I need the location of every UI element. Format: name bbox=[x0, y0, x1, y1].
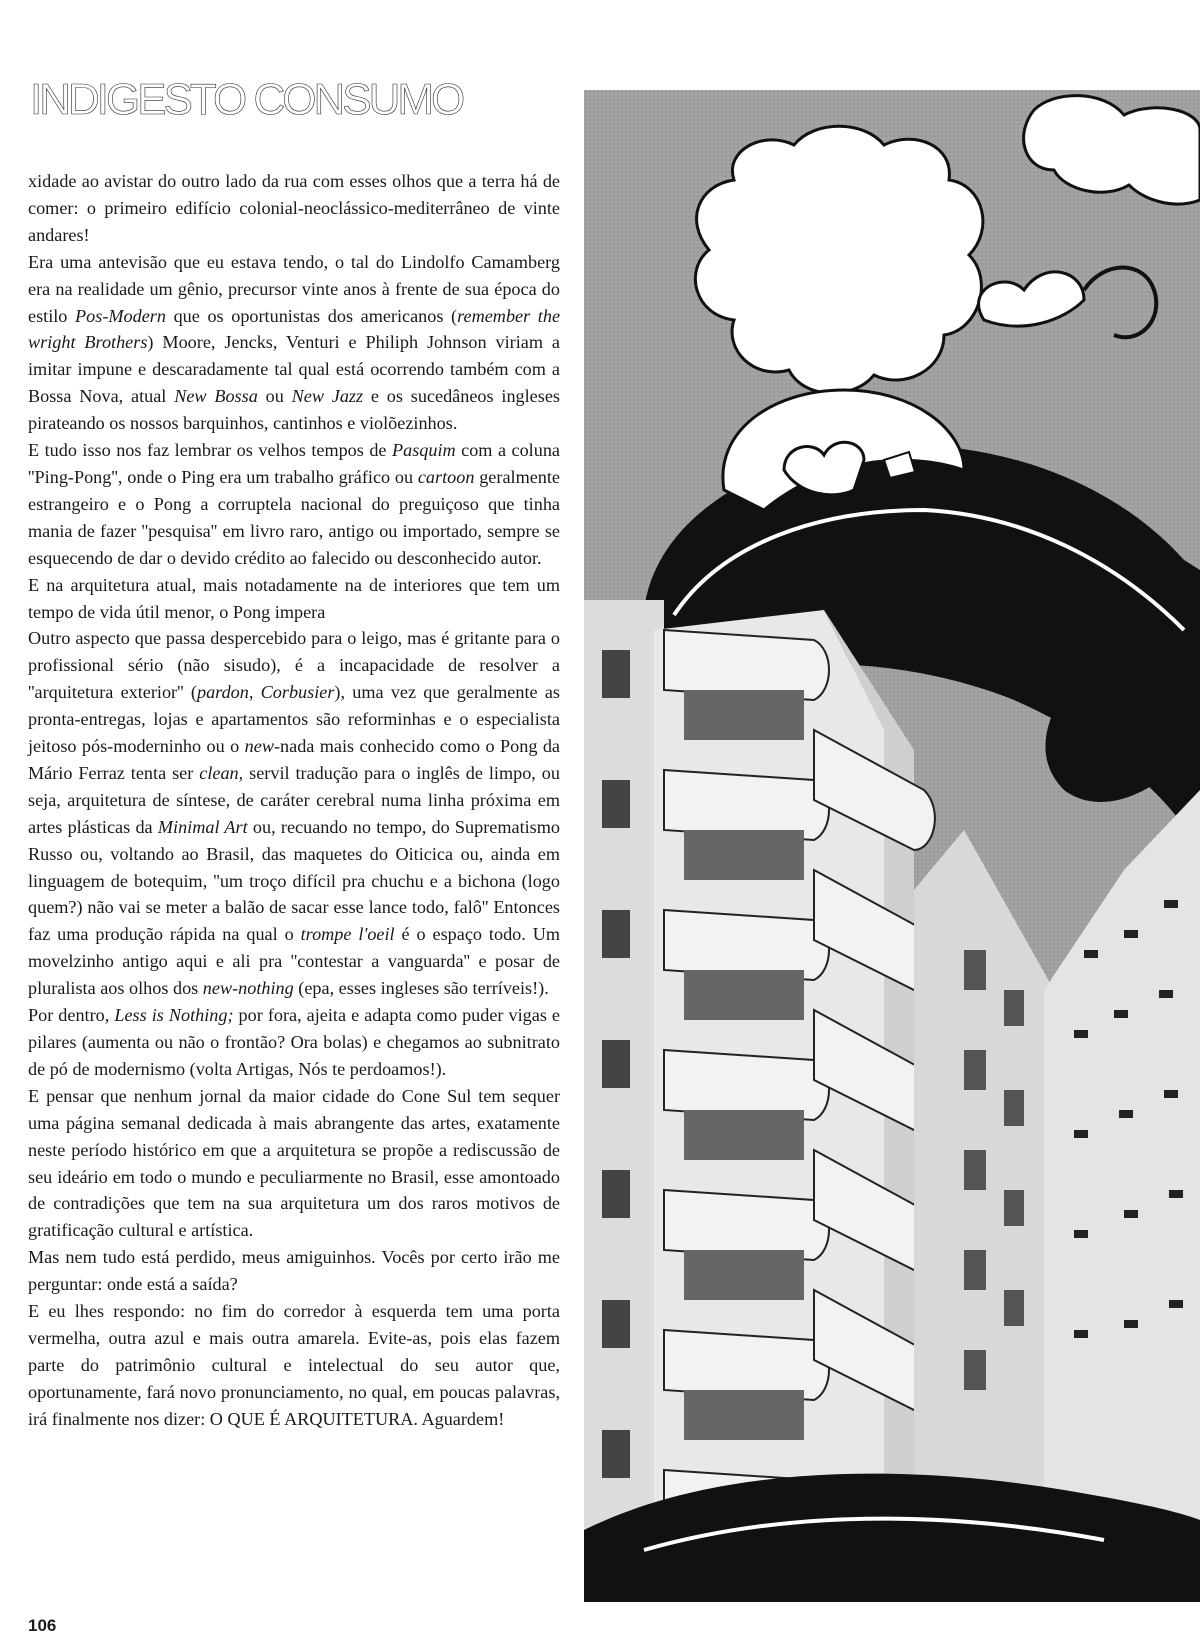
text-run: E na arquitetura atual, mais notadamente na de interiores que tem um tempo de vida útil menor, o Pong impera bbox=[28, 574, 560, 622]
article-paragraph bbox=[28, 249, 560, 437]
text-run: E pensar que nenhum jornal da maior cidade do Cone Sul tem sequer uma página semanal dedicada à mais abrangente das artes, exatamente neste período histórico em que a arquitetura se propõe a rediscussão de seu ideário em todo o mundo e peculiarmente no Brasil, esse amontoado de contradições que tem na sua arquitetura um dos raros motivos de gratificação cultural e artística. bbox=[28, 1085, 560, 1241]
text-run: por fora, ajeita e adapta como puder vigas e pilares (aumenta ou não o frontão? Ora bolas) e chegamos ao subnitrato de pó de modernismo (volta Artigas, Nós te perdoamos!). bbox=[28, 1005, 560, 1079]
italic-text: Minimal Art bbox=[157, 816, 248, 837]
article-paragraph bbox=[28, 1244, 560, 1298]
section-title: INDIGESTO CONSUMO bbox=[30, 75, 463, 124]
article-paragraph bbox=[28, 437, 560, 572]
article-paragraph bbox=[28, 1002, 560, 1083]
italic-text: New Jazz bbox=[291, 386, 364, 407]
text-run: ou, recuando no tempo, do Suprematismo Russo ou, voltando ao Brasil, das maquetes do Oiticica ou, ainda em linguagem de botequim, ''um troço difícil pra chuchu e a bichona (logo quem?) não vai se meter a balão de sacar esse lance todo, falô'' Entonces faz uma produção rápida na qual o bbox=[28, 816, 561, 945]
italic-text: new-nothing bbox=[202, 978, 294, 999]
text-run: (epa, esses ingleses são terríveis!). bbox=[293, 978, 549, 999]
text-run: com a coluna ''Ping-Pong'', onde o Ping era um trabalho gráfico ou bbox=[28, 440, 560, 487]
italic-text: New Bossa bbox=[174, 386, 258, 407]
italic-text: trompe l'oeil bbox=[300, 924, 395, 945]
article-paragraph bbox=[28, 1298, 560, 1433]
text-run: Por dentro, bbox=[28, 1005, 115, 1026]
text-run: Mas nem tudo está perdido, meus amiguinhos. Vocês por certo irão me perguntar: onde está a saída? bbox=[28, 1247, 560, 1295]
page-number: 106 bbox=[28, 1616, 57, 1635]
text-run: ou bbox=[257, 386, 292, 407]
text-run: xidade ao avistar do outro lado da rua com esses olhos que a terra há de comer: o primeiro edifício colonial-neoclássico-mediterrâneo de vinte andares! bbox=[28, 171, 560, 245]
building-cartoon-collage-image bbox=[584, 90, 1200, 1602]
text-run: Outro aspecto que passa despercebido para o leigo, mas é gritante para o profissional sério (não sisudo), é a incapacidade de resolver a ''arquitetura exterior'' ( bbox=[28, 628, 560, 703]
italic-text: remember the wright Brothers bbox=[28, 305, 561, 353]
text-run: -nada mais conhecido como o Pong da Mário Ferraz tenta ser bbox=[28, 736, 560, 783]
text-run: Era uma antevisão que eu estava tendo, o tal do Lindolfo Camamberg era na realidade um gênio, precursor vinte anos à frente de sua época do estilo bbox=[28, 251, 560, 326]
text-run: e os sucedâneos ingleses pirateando os nossos barquinhos, cantinhos e violõezinhos. bbox=[28, 386, 560, 434]
italic-text: cartoon bbox=[417, 466, 475, 487]
text-run: servil tradução para o inglês de limpo, ou seja, arquitetura de síntese, de caráter cerebral numa linha próxima em artes plásticas da bbox=[28, 762, 560, 837]
text-run: ) Moore, Jencks, Venturi e Philiph Johnson viriam a imitar impune e descaradamente tal qual está ocorrendo também com a Bossa Nova, atual bbox=[28, 332, 561, 407]
article-paragraph bbox=[28, 1083, 560, 1244]
italic-text: Less is Nothing; bbox=[114, 1005, 234, 1026]
article-body bbox=[28, 168, 560, 1433]
article-paragraph bbox=[28, 625, 560, 1002]
article-paragraph bbox=[28, 572, 560, 626]
text-run: geralmente estrangeiro e o Pong a corruptela nacional do preguiçoso que tinha mania de fazer ''pesquisa'' em livro raro, antigo ou importado, sempre se esquecendo de dar o devido crédito ao falecido ou desconhecido autor. bbox=[28, 466, 561, 568]
text-run: é o espaço todo. Um movelzinho antigo aqui e ali pra ''contestar a vanguarda'' e posar de pluralista aos olhos dos bbox=[28, 924, 561, 999]
article-paragraph bbox=[28, 168, 560, 249]
italic-text: new bbox=[244, 736, 274, 757]
text-run: E eu lhes respondo: no fim do corredor à esquerda tem uma porta vermelha, outra azul e mais outra amarela. Evite-as, pois elas fazem parte do patrimônio cultural e intelectual do seu autor que, oportunamente, fará novo pronunciamento, no qual, em poucas palavras, irá finalmente nos dizer: O QUE É ARQUITETURA. Aguardem! bbox=[28, 1301, 560, 1429]
italic-text: Pos-Modern bbox=[75, 305, 166, 326]
italic-text: clean, bbox=[199, 762, 244, 783]
text-run: ), uma vez que geralmente as pronta-entregas, lojas e apartamentos são reforminhas e o especialista jeitoso pós-moderninho ou o bbox=[28, 682, 560, 757]
italic-text: Pasquim bbox=[392, 440, 456, 461]
text-run: E tudo isso nos faz lembrar os velhos tempos de bbox=[28, 440, 392, 461]
text-run: que os oportunistas dos americanos ( bbox=[165, 305, 458, 326]
italic-text: pardon, Corbusier bbox=[196, 682, 335, 703]
